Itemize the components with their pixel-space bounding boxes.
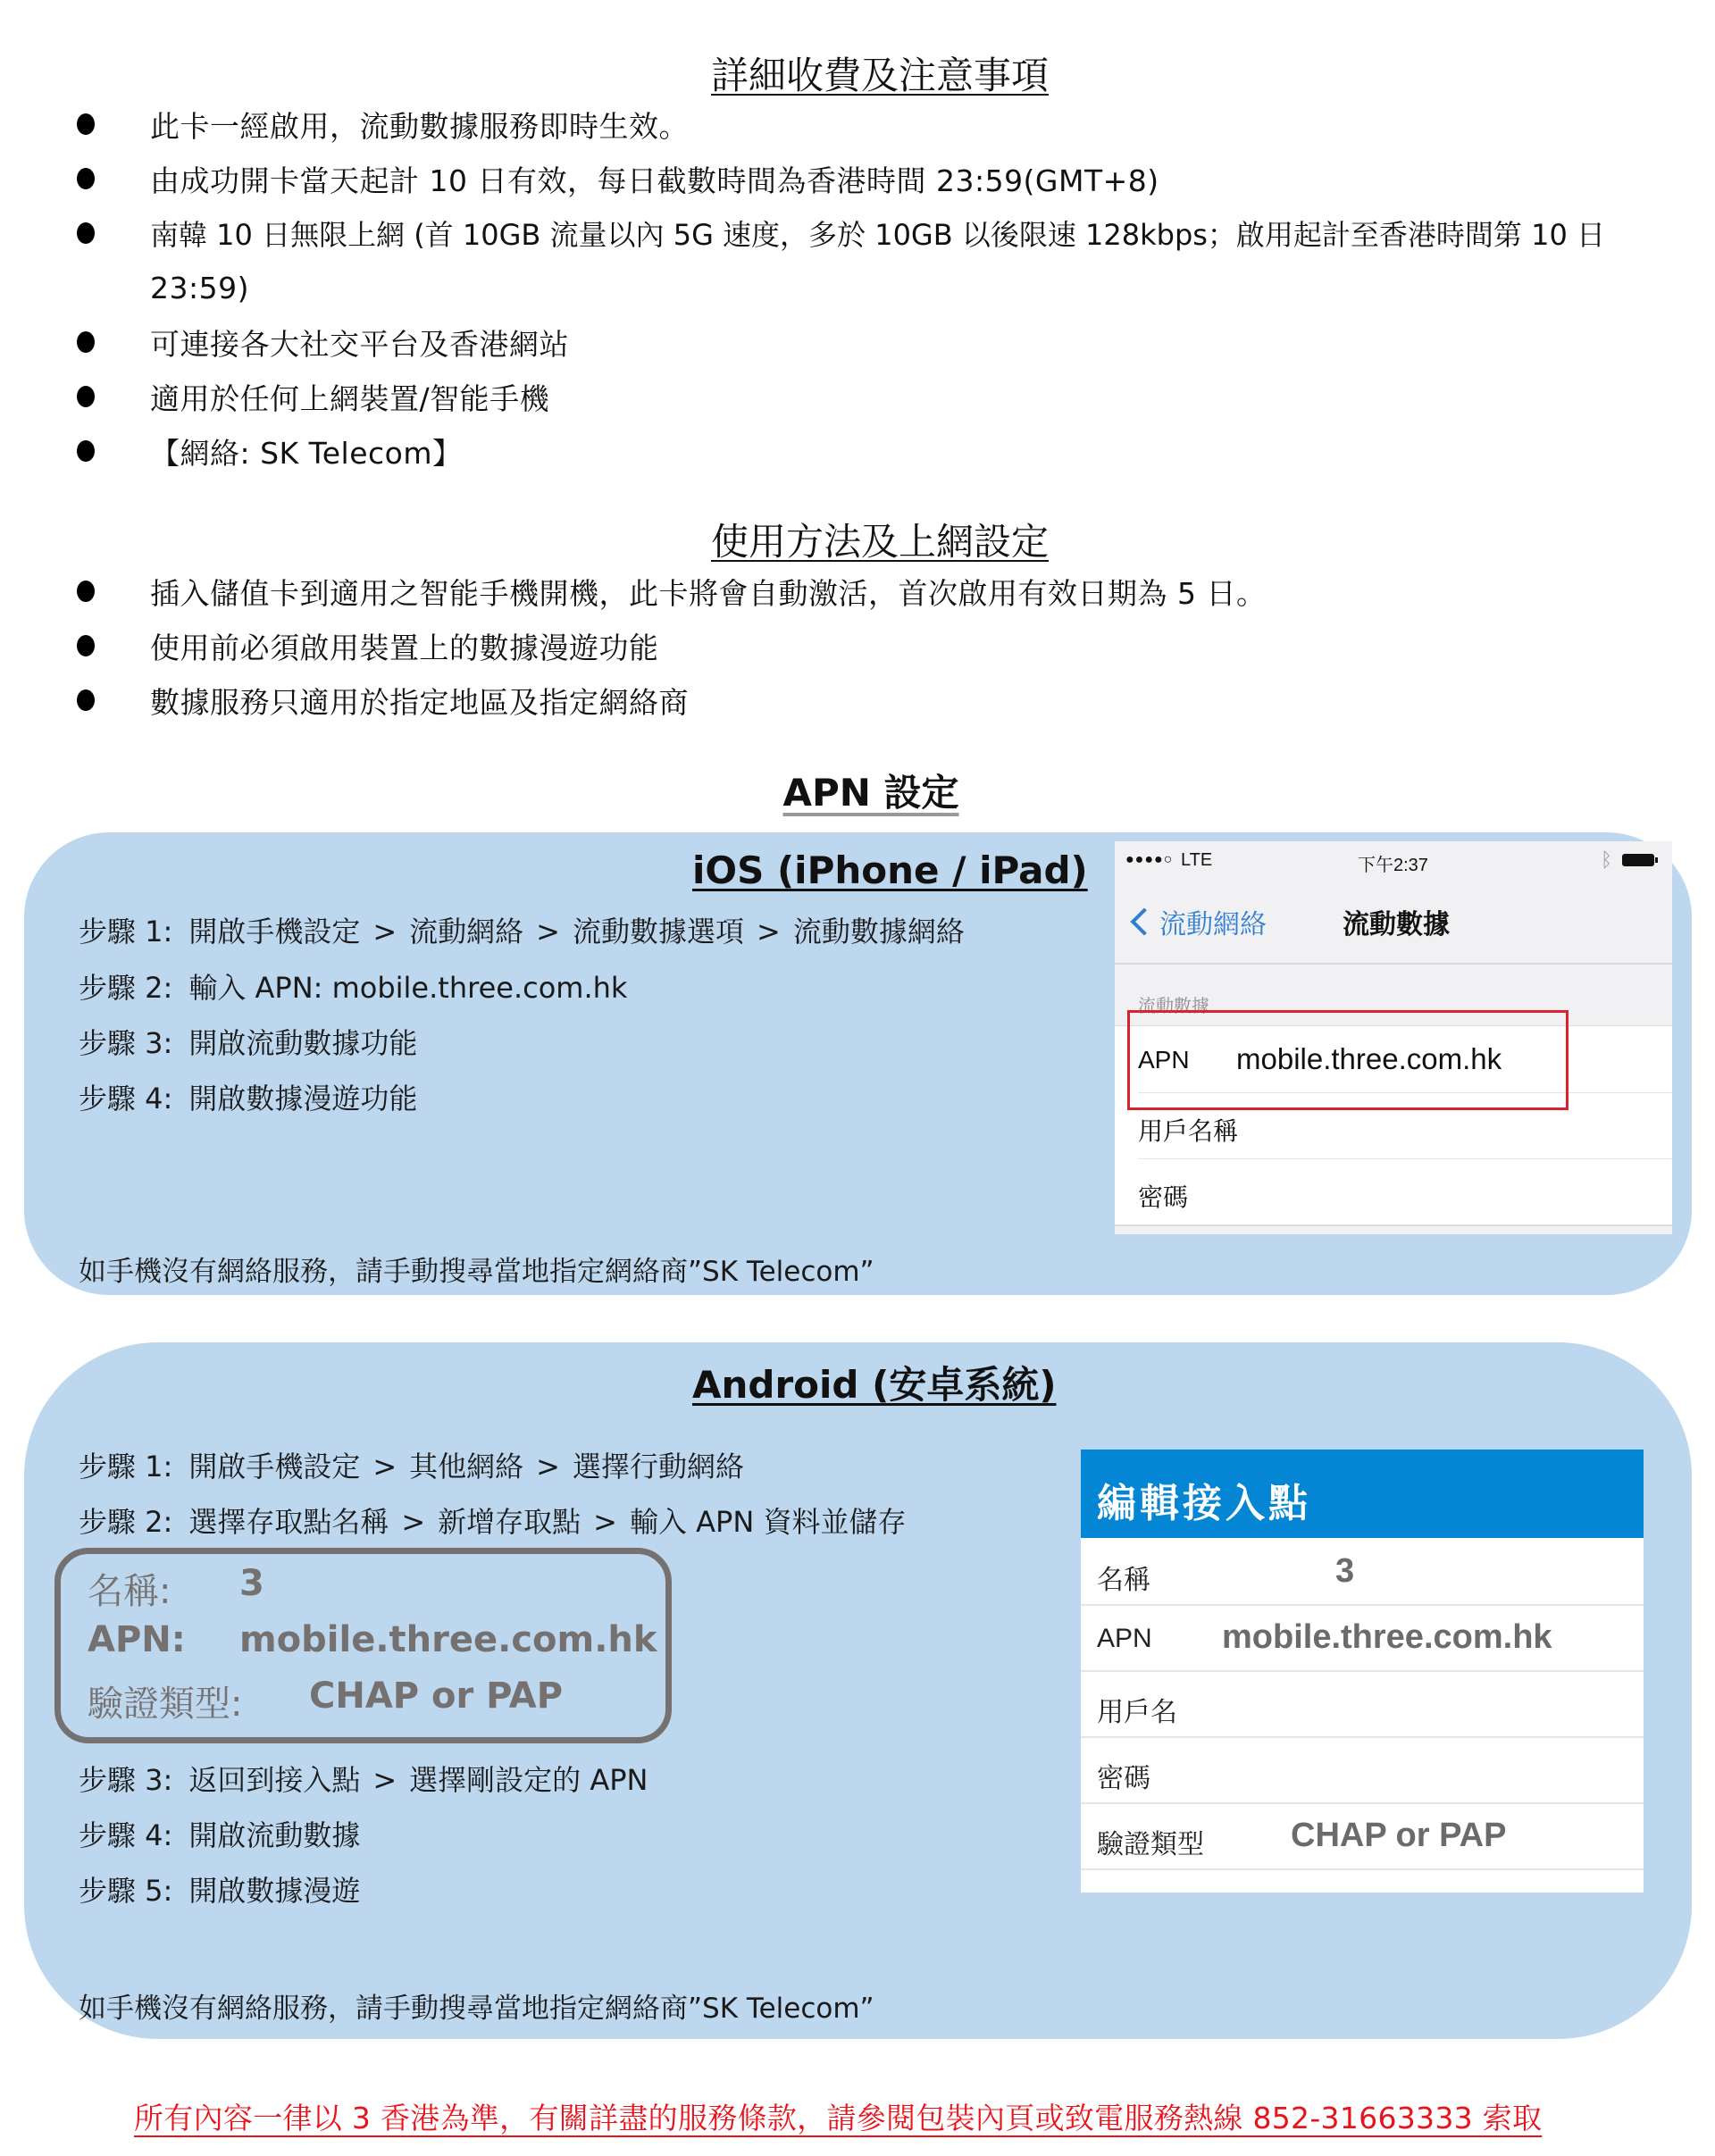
bluetooth-icon: ᛒ: [1601, 848, 1613, 871]
step-label: 步驟 4:: [79, 1818, 173, 1852]
battery-icon: [1622, 854, 1654, 866]
step-part: 其他網絡: [409, 1450, 524, 1483]
chevron-right-icon: >: [757, 915, 781, 948]
android-step-3: [79, 1758, 648, 1799]
android-apn-screenshot: [1081, 1450, 1644, 1893]
password-field-row[interactable]: [1138, 1158, 1672, 1224]
bullet-icon: [77, 222, 95, 244]
step-part: 輸入 APN 資料並儲存: [629, 1505, 907, 1539]
step-part: 選擇剛設定的 APN: [409, 1763, 648, 1797]
bullet-icon: [77, 113, 95, 135]
password-field-row[interactable]: [1081, 1738, 1644, 1804]
apn-settings-heading: APN 設定: [782, 771, 959, 815]
signal-icon: ●●●●○: [1125, 852, 1174, 867]
summary-key: APN:: [88, 1619, 186, 1660]
android-step-1: [79, 1444, 744, 1485]
bullet-icon: [77, 331, 95, 353]
bullet-text: 插入儲值卡到適用之智能手機開機，此卡將會自動激活，首次啟用有效日期為 5 日。: [150, 575, 1267, 611]
bullet-text: 23:59): [150, 270, 249, 305]
bullet-text: 使用前必須啟用裝置上的數據漫遊功能: [150, 630, 659, 665]
section-title-usage: 使用方法及上網設定: [710, 520, 1049, 564]
step-text: 開啟流動數據: [188, 1818, 361, 1852]
apn-value[interactable]: mobile.three.com.hk: [1236, 1042, 1502, 1075]
name-field-row[interactable]: [1081, 1540, 1644, 1606]
step-text: 開啟數據漫遊功能: [188, 1082, 418, 1116]
chevron-right-icon: >: [593, 1505, 617, 1539]
ios-step-3: [79, 1021, 417, 1062]
step-part: 選擇存取點名稱: [188, 1505, 389, 1539]
apn-field-row[interactable]: [1081, 1606, 1644, 1672]
back-button[interactable]: [1127, 902, 1267, 941]
step-label: 步驟 2:: [79, 971, 173, 1005]
step-label: 步驟 1:: [79, 915, 173, 948]
chevron-right-icon: >: [372, 1450, 397, 1483]
chevron-right-icon: >: [536, 915, 560, 948]
android-step-4: [79, 1813, 360, 1854]
chevron-right-icon: >: [536, 1450, 560, 1483]
bullet-icon: [77, 168, 95, 189]
android-heading: Android (安卓系統): [692, 1363, 1057, 1407]
summary-row-apn: [88, 1619, 657, 1660]
summary-key: 名稱:: [88, 1571, 172, 1612]
field-value[interactable]: CHAP or PAP: [1291, 1817, 1507, 1854]
chevron-right-icon: >: [372, 1763, 397, 1797]
field-label: 驗證類型: [1097, 1830, 1204, 1859]
step-text: 開啟數據漫遊: [188, 1874, 361, 1908]
summary-value: CHAP or PAP: [309, 1675, 564, 1717]
chevron-right-icon: >: [372, 915, 397, 948]
step-part: 流動數據網絡: [792, 915, 965, 948]
ios-step-4: [79, 1076, 417, 1117]
bullet-icon: [77, 386, 95, 407]
field-value[interactable]: mobile.three.com.hk: [1222, 1618, 1552, 1656]
bullet-text: 此卡一經啟用，流動數據服務即時生效。: [150, 108, 689, 144]
bullet-icon: [77, 440, 95, 462]
step-part: 選擇行動網絡: [572, 1450, 744, 1483]
summary-row-name: [88, 1563, 264, 1614]
step-label: 步驟 2:: [79, 1505, 173, 1539]
auth-type-field-row[interactable]: [1081, 1804, 1644, 1870]
chevron-right-icon: >: [401, 1505, 426, 1539]
bullet-text: 【網絡: SK Telecom】: [150, 435, 463, 471]
ios-nav-bar: [1115, 882, 1672, 965]
field-label: APN: [1097, 1624, 1152, 1653]
step-label: 步驟 4:: [79, 1082, 173, 1116]
carrier-label: LTE: [1181, 850, 1213, 870]
step-part: 開啟手機設定: [188, 1450, 361, 1483]
step-text: 開啟流動數據功能: [188, 1026, 418, 1060]
ios-step-2: [79, 965, 627, 1007]
android-network-note: 如手機沒有網絡服務，請手動搜尋當地指定網絡商”SK Telecom”: [79, 1993, 874, 2025]
field-value[interactable]: 3: [1335, 1552, 1355, 1590]
step-label: 步驟 3:: [79, 1026, 173, 1060]
step-label: 步驟 3:: [79, 1763, 173, 1797]
nav-title: 流動數據: [1343, 910, 1450, 940]
bullet-icon: [77, 689, 95, 711]
bullet-text: 適用於任何上網裝置/智能手機: [150, 380, 550, 416]
battery-tip: [1655, 857, 1658, 863]
group-label: 流動數據: [1138, 997, 1209, 1016]
footer-disclaimer: 所有內容一律以 3 香港為準，有關詳盡的服務條款，請參閱包裝內頁或致電服務熱線 852-31663333 索取: [134, 2101, 1543, 2135]
username-field-row[interactable]: [1081, 1672, 1644, 1738]
field-label: 名稱: [1097, 1566, 1150, 1595]
section-title-charges: 詳細收費及注意事項: [710, 54, 1049, 97]
field-label: 用戶名稱: [1138, 1117, 1239, 1145]
edit-apn-header: [1081, 1450, 1644, 1538]
android-step-2: [79, 1500, 906, 1541]
step-label: 步驟 5:: [79, 1874, 173, 1908]
status-time: 下午2:37: [1358, 856, 1428, 875]
step-part: 新增存取點: [438, 1505, 581, 1539]
summary-key: 驗證類型:: [88, 1684, 243, 1725]
ios-network-note: 如手機沒有網絡服務，請手動搜尋當地指定網絡商”SK Telecom”: [79, 1256, 874, 1288]
apn-highlight-box: [1127, 1010, 1569, 1110]
field-label: 密碼: [1097, 1764, 1150, 1793]
field-label: 用戶名: [1097, 1698, 1177, 1727]
summary-value: mobile.three.com.hk: [239, 1619, 657, 1660]
bullet-text: 數據服務只適用於指定地區及指定網絡商: [150, 684, 689, 720]
step-part: 開啟手機設定: [188, 915, 361, 948]
step-part: 流動網絡: [409, 915, 524, 948]
apn-settings-summary-box: [54, 1548, 672, 1743]
chevron-left-icon: [1130, 907, 1158, 935]
ios-status-bar: [1115, 841, 1672, 882]
field-label: APN: [1138, 1046, 1190, 1074]
step-text: 輸入 APN: mobile.three.com.hk: [188, 971, 628, 1005]
bullet-text: 南韓 10 日無限上網 (首 10GB 流量以內 5G 速度，多於 10GB 以後限速 128kbps；啟用起計至香港時間第 10 日: [150, 218, 1605, 252]
bullet-icon: [77, 635, 95, 656]
header-title: 編輯接入點: [1097, 1482, 1311, 1525]
bullet-text: 由成功開卡當天起計 10 日有效，每日截數時間為香港時間 23:59(GMT+8): [150, 163, 1159, 198]
bullet-icon: [77, 581, 95, 602]
step-part: 返回到接入點: [188, 1763, 361, 1797]
back-label: 流動網絡: [1159, 910, 1267, 940]
ios-step-1: [79, 909, 965, 950]
summary-row-auth: [88, 1675, 564, 1726]
step-part: 流動數據選項: [572, 915, 744, 948]
ios-heading: iOS (iPhone / iPad): [692, 848, 1088, 892]
android-step-5: [79, 1868, 360, 1909]
field-label: 密碼: [1138, 1183, 1189, 1211]
bullet-text: 可連接各大社交平台及香港網站: [150, 326, 569, 362]
summary-value: 3: [239, 1563, 264, 1604]
step-label: 步驟 1:: [79, 1450, 173, 1483]
